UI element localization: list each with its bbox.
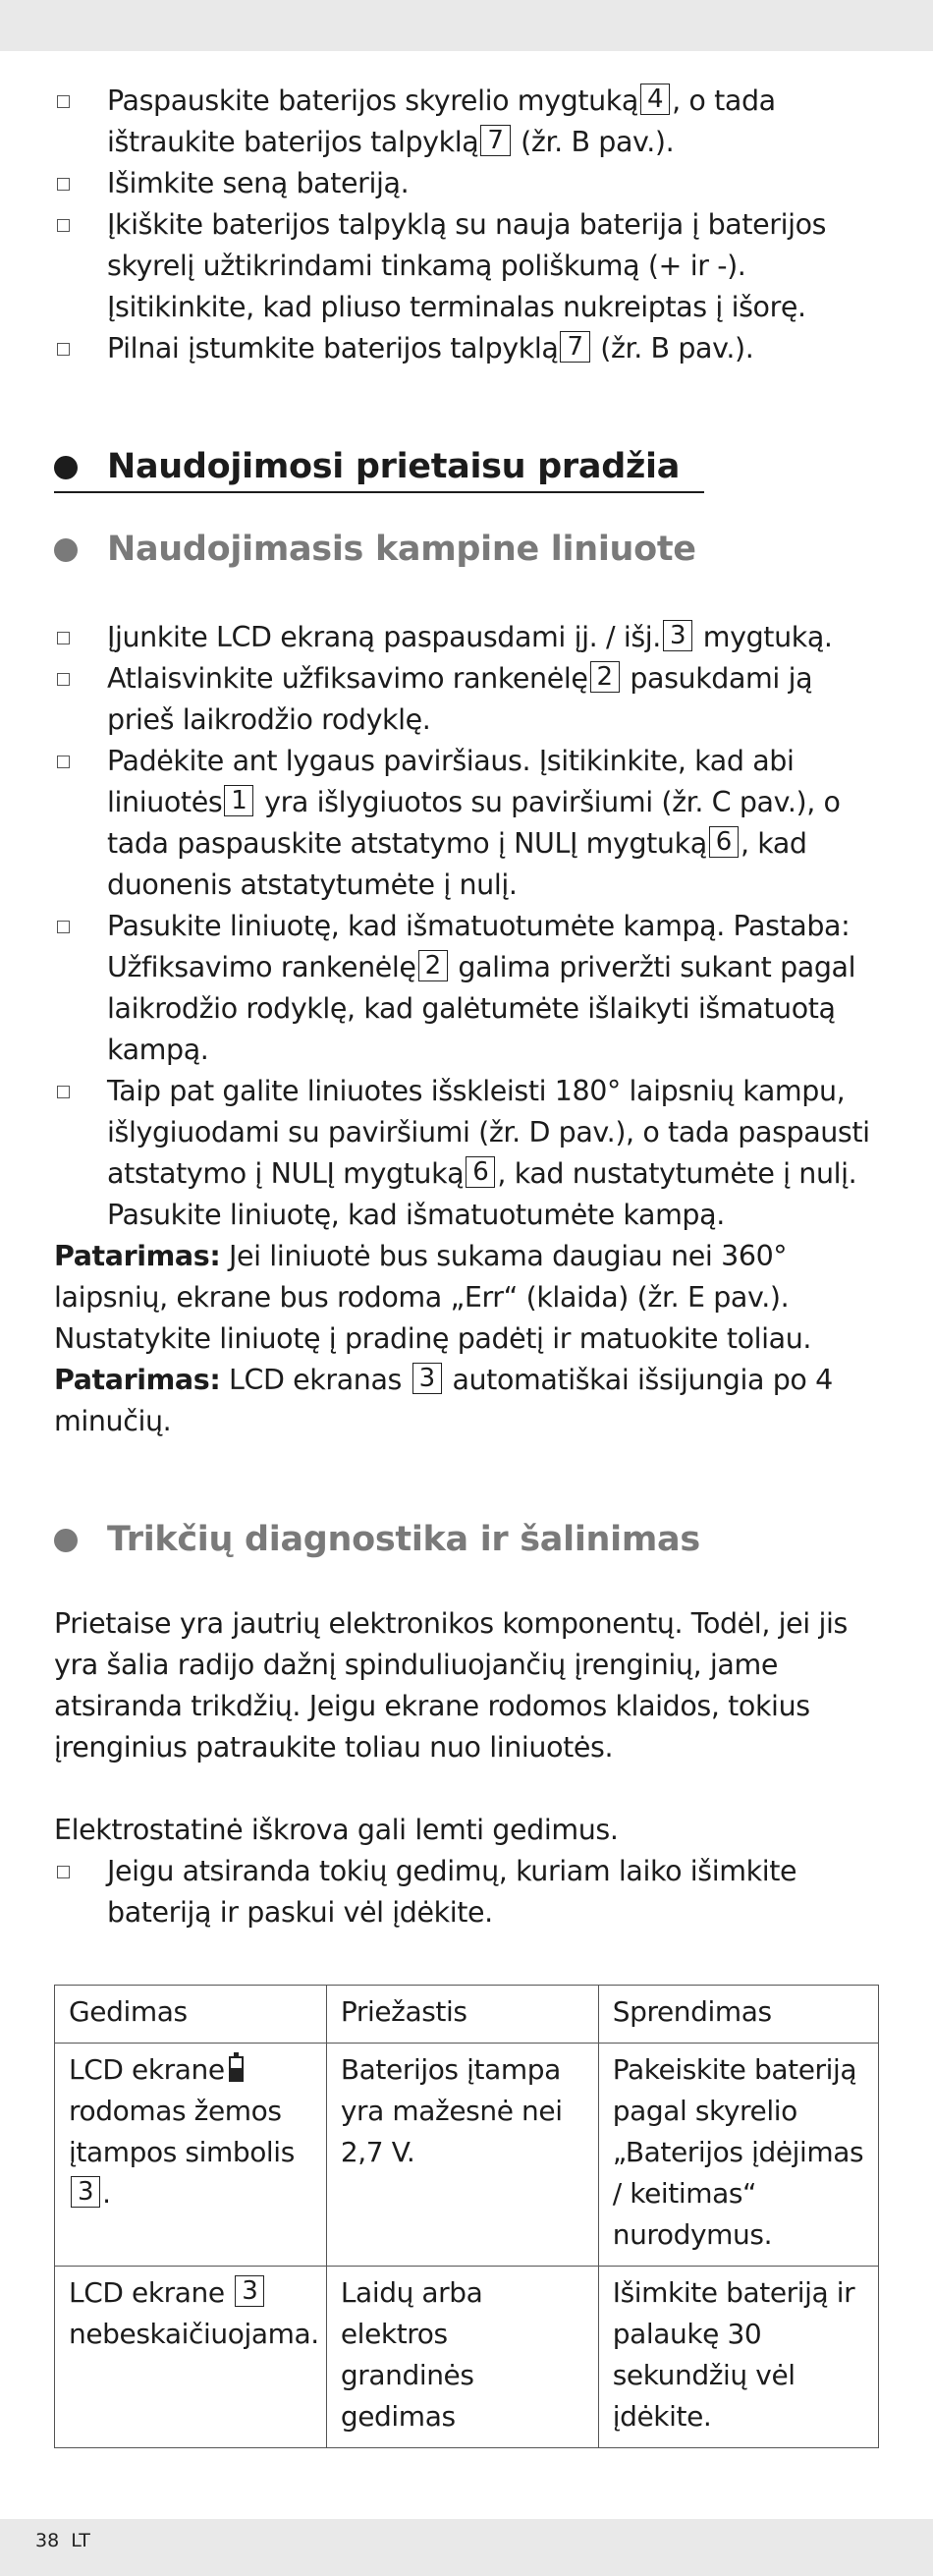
table-cell: Išimkite bateriją ir palaukę 30 sekundžių vėl įdėkite. <box>598 2267 878 2448</box>
troubleshooting-table <box>54 1985 879 2448</box>
list-item: Paspauskite baterijos skyrelio mygtuką 4 , o tada ištraukite baterijos talpyklą 7 (žr. B pav.). <box>54 81 884 163</box>
list-item: Padėkite ant lygaus paviršiaus. Įsitikinkite, kad abi liniuotės 1 yra išlygiuotos su paviršiumi (žr. C pav.), o tada paspauskite atstatymo į NULĮ mygtuką 6 , kad duonenis atstatytumėte į nulį. <box>54 741 884 906</box>
checkbox-bullet <box>57 632 70 644</box>
checkbox-bullet <box>57 1086 70 1098</box>
ref-box: 2 <box>590 661 620 693</box>
tip-paragraph: Patarimas: Jei liniuotė bus sukama daugiau nei 360° laipsnių, ekrane bus rodoma „Err“ (klaida) (žr. E pav.). Nustatykite liniuotę į pradinę padėtį ir matuokite toliau. <box>54 1240 812 1355</box>
column-header: Priežastis <box>326 1986 598 2044</box>
page-footer <box>35 2530 90 2551</box>
list-item: Įjunkite LCD ekraną paspausdami įj. / išj. 3 mygtuką. <box>54 617 884 658</box>
fault-steps-list <box>54 1851 884 1933</box>
table-row <box>55 2267 879 2448</box>
ref-box: 3 <box>235 2275 264 2307</box>
checkbox-bullet <box>57 673 70 686</box>
checkbox-bullet <box>57 343 70 356</box>
page-content <box>54 81 884 2448</box>
ref-box: 3 <box>71 2176 100 2208</box>
ref-box: 6 <box>466 1156 495 1188</box>
table-row <box>55 2044 879 2267</box>
checkbox-bullet <box>57 95 70 108</box>
section-heading: Naudojimosi prietaisu pradžia <box>54 442 704 493</box>
body-paragraph: Prietaise yra jautrių elektronikos komponentų. Todėl, jei jis yra šalia radijo dažnį spinduliuojančių įrenginių, jame atsiranda trikdžių. Jeigu ekrane rodomos klaidos, tokius įrenginius patraukite toliau nuo liniuotės. <box>54 1607 848 1764</box>
ref-box: 4 <box>640 84 670 115</box>
checkbox-bullet <box>57 756 70 768</box>
bullet-dot-icon <box>54 456 78 479</box>
subsection-heading: Naudojimasis kampine liniuote <box>54 525 884 574</box>
list-item: Atlaisvinkite užfiksavimo rankenėlę 2 pasukdami ją prieš laikrodžio rodyklę. <box>54 658 884 741</box>
bullet-dot-icon <box>54 1529 78 1552</box>
list-item: Jeigu atsiranda tokių gedimų, kuriam laiko išimkite bateriją ir paskui vėl įdėkite. <box>54 1851 884 1933</box>
low-battery-icon <box>229 2056 244 2082</box>
list-item: Išimkite seną bateriją. <box>54 163 884 204</box>
subsection-heading: Trikčių diagnostika ir šalinimas <box>54 1515 884 1564</box>
ref-box: 6 <box>709 826 739 858</box>
ref-box: 7 <box>560 331 589 363</box>
bullet-dot-icon <box>54 538 78 562</box>
table-cell: Laidų arba elektros grandinės gedimas <box>326 2267 598 2448</box>
table-cell: Pakeiskite bateriją pagal skyrelio „Baterijos įdėjimas / keitimas“ nurodymus. <box>598 2044 878 2267</box>
ref-box: 3 <box>412 1363 442 1394</box>
column-header: Gedimas <box>55 1986 327 2044</box>
body-paragraph: Elektrostatinė iškrova gali lemti gedimus. <box>54 1814 619 1846</box>
checkbox-bullet <box>57 178 70 191</box>
tip-paragraph: Patarimas: LCD ekranas 3 automatiškai išsijungia po 4 minučių. <box>54 1364 833 1437</box>
list-item: Pilnai įstumkite baterijos talpyklą 7 (žr. B pav.). <box>54 328 884 369</box>
table-header-row <box>55 1986 879 2044</box>
checkbox-bullet <box>57 219 70 232</box>
ref-box: 3 <box>663 620 692 651</box>
bottom-bar <box>0 2519 933 2576</box>
checkbox-bullet <box>57 1866 70 1878</box>
list-item: Pasukite liniuotę, kad išmatuotumėte kampą. Pastaba: Užfiksavimo rankenėlę 2 galima priveržti sukant pagal laikrodžio rodyklę, kad galėtumėte išlaikyti išmatuotą kampą. <box>54 906 884 1071</box>
table-cell: Baterijos įtampa yra mažesnė nei 2,7 V. <box>326 2044 598 2267</box>
list-item: Įkiškite baterijos talpyklą su nauja baterija į baterijos skyrelį užtikrindami tinkamą poliškumą (+ ir -). Įsitikinkite, kad pliuso terminalas nukreiptas į išorę. <box>54 204 884 328</box>
list-item: Taip pat galite liniuotes išskleisti 180° laipsnių kampu, išlygiuodami su paviršiumi (žr. D pav.), o tada paspausti atstatymo į NULĮ mygtuką 6 , kad nustatytumėte į nulį. Pasukite liniuotę, kad išmatuotumėte kampą. <box>54 1071 884 1236</box>
page-number: 38 <box>35 2530 60 2551</box>
page-language: LT <box>71 2530 90 2551</box>
ref-box: 7 <box>480 125 510 156</box>
ref-box: 1 <box>224 785 253 816</box>
top-bar <box>0 0 933 51</box>
checkbox-bullet <box>57 921 70 933</box>
usage-steps-list <box>54 617 884 1236</box>
battery-steps-list <box>54 81 884 369</box>
table-cell: LCD ekrane rodomas žemos įtampos simbolis 3 . <box>55 2044 327 2267</box>
column-header: Sprendimas <box>598 1986 878 2044</box>
table-cell: LCD ekrane 3 nebeskaičiuojama. <box>55 2267 327 2448</box>
ref-box: 2 <box>418 950 448 981</box>
